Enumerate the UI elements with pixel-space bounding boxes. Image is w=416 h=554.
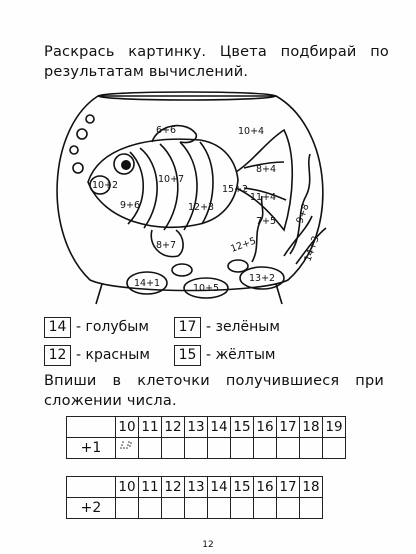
answer-cell[interactable] bbox=[254, 438, 277, 459]
task-text: Впиши в клеточки получившиеся при сложении числа. bbox=[44, 373, 384, 409]
answer-cell[interactable] bbox=[323, 438, 346, 459]
legend-color-text: - голубым bbox=[76, 319, 149, 335]
legend-number: 15 bbox=[174, 345, 201, 366]
legend-number: 12 bbox=[44, 345, 71, 366]
table-row-numbers bbox=[67, 477, 323, 498]
label-mouth: 10+2 bbox=[92, 180, 119, 191]
legend-item-blue bbox=[44, 316, 149, 338]
operation-label: +2 bbox=[67, 498, 116, 519]
answer-cell[interactable] bbox=[162, 438, 185, 459]
label-tail-mid: 11+4 bbox=[250, 192, 277, 203]
answer-cell[interactable] bbox=[277, 438, 300, 459]
page-number: 12 bbox=[202, 540, 214, 550]
answer-cell[interactable] bbox=[300, 498, 323, 519]
label-fin-bottom: 8+7 bbox=[156, 240, 177, 251]
legend-item-red bbox=[44, 344, 150, 366]
label-fin-top: 6+6 bbox=[156, 125, 177, 136]
answer-cell[interactable] bbox=[208, 498, 231, 519]
label-tail-top: 8+4 bbox=[256, 164, 277, 175]
number-cell: 12 bbox=[162, 477, 185, 498]
number-cell: 11 bbox=[139, 417, 162, 438]
table-row-answers bbox=[67, 498, 323, 519]
number-cell: 13 bbox=[185, 417, 208, 438]
label-weed-right: 9+8 bbox=[294, 202, 312, 226]
number-cell: 17 bbox=[277, 477, 300, 498]
table-corner bbox=[67, 417, 116, 438]
number-cell: 14 bbox=[208, 477, 231, 498]
number-cell: 10 bbox=[116, 477, 139, 498]
answer-cell[interactable] bbox=[231, 438, 254, 459]
table-row-answers bbox=[67, 438, 346, 459]
answer-cell[interactable] bbox=[185, 498, 208, 519]
label-head: 9+6 bbox=[120, 200, 141, 211]
fish-tail bbox=[236, 130, 292, 230]
legend-color-text: - зелёным bbox=[206, 319, 280, 335]
answer-cell[interactable] bbox=[162, 498, 185, 519]
label-stone-1: 14+1 bbox=[134, 278, 161, 289]
label-body-upper: 10+7 bbox=[158, 174, 185, 185]
number-cell: 12 bbox=[162, 417, 185, 438]
label-stone-2: 10+5 bbox=[193, 283, 220, 294]
stone bbox=[228, 260, 248, 272]
table-row-numbers bbox=[67, 417, 346, 438]
bubble bbox=[77, 129, 87, 139]
bubble bbox=[73, 163, 83, 173]
fish-pupil bbox=[121, 160, 131, 170]
addition-table-plus-1 bbox=[66, 416, 346, 459]
number-cell: 15 bbox=[231, 417, 254, 438]
legend-item-yellow bbox=[174, 344, 275, 366]
answer-cell[interactable] bbox=[116, 498, 139, 519]
answer-cell[interactable] bbox=[185, 438, 208, 459]
answer-cell[interactable] bbox=[139, 498, 162, 519]
bubble bbox=[86, 115, 94, 123]
legend-color-text: - жёлтым bbox=[206, 347, 276, 363]
dotted-eleven-icon bbox=[120, 440, 134, 452]
label-water-top-right: 10+4 bbox=[238, 126, 265, 137]
answer-cell-example[interactable] bbox=[116, 438, 139, 459]
instruction-text: Раскрась картинку. Цвета подбирай по результатам вычислений. bbox=[44, 44, 389, 80]
number-cell: 18 bbox=[300, 417, 323, 438]
stone bbox=[172, 264, 192, 276]
label-fin-rear: 15+2 bbox=[222, 184, 249, 195]
addition-table-plus-2 bbox=[66, 476, 323, 519]
answer-cell[interactable] bbox=[139, 438, 162, 459]
number-cell: 10 bbox=[116, 417, 139, 438]
aquarium-leg-left bbox=[96, 284, 102, 304]
label-body-mid: 12+3 bbox=[188, 202, 215, 213]
aquarium-illustration bbox=[40, 84, 340, 306]
number-cell: 16 bbox=[254, 477, 277, 498]
answer-cell[interactable] bbox=[254, 498, 277, 519]
label-weed-left: 12+5 bbox=[229, 235, 258, 255]
bubble bbox=[70, 146, 78, 154]
number-cell: 18 bbox=[300, 477, 323, 498]
answer-cell[interactable] bbox=[300, 438, 323, 459]
table-corner bbox=[67, 477, 116, 498]
label-tail-low: 7+5 bbox=[256, 216, 277, 227]
aquarium-leg-right bbox=[276, 284, 282, 304]
number-cell: 15 bbox=[231, 477, 254, 498]
number-cell: 13 bbox=[185, 477, 208, 498]
label-stone-3: 13+2 bbox=[249, 273, 276, 284]
legend-color-text: - красным bbox=[76, 347, 150, 363]
number-cell: 14 bbox=[208, 417, 231, 438]
legend-number: 14 bbox=[44, 317, 71, 338]
legend-number: 17 bbox=[174, 317, 201, 338]
answer-cell[interactable] bbox=[277, 498, 300, 519]
number-cell: 11 bbox=[139, 477, 162, 498]
number-cell: 19 bbox=[323, 417, 346, 438]
operation-label: +1 bbox=[67, 438, 116, 459]
number-cell: 16 bbox=[254, 417, 277, 438]
answer-cell[interactable] bbox=[208, 438, 231, 459]
legend-item-green bbox=[174, 316, 280, 338]
label-weed-far: 14+3 bbox=[302, 234, 322, 264]
answer-cell[interactable] bbox=[231, 498, 254, 519]
number-cell: 17 bbox=[277, 417, 300, 438]
